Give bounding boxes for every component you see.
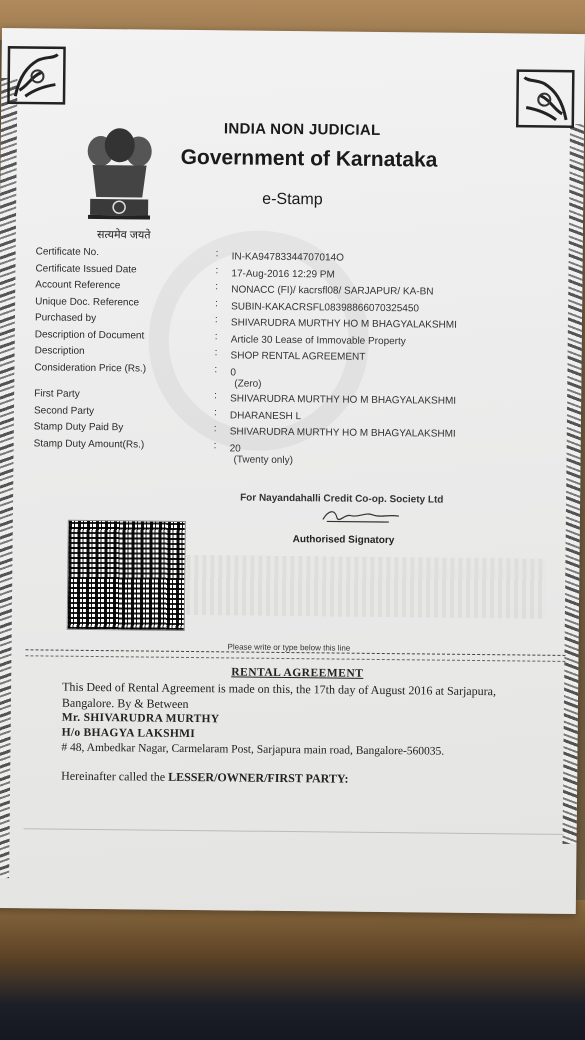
field-separator: : <box>213 440 217 452</box>
field-separator: : <box>215 248 219 260</box>
signature-scribble <box>319 505 403 528</box>
field-value-account-reference: NONACC (FI)/ kacrsfl08/ SARJAPUR/ KA-BN <box>231 284 434 298</box>
qr-code <box>68 521 185 630</box>
field-value-purchased-by: SHIVARUDRA MURTHY HO M BHAGYALAKSHMI <box>230 317 457 331</box>
field-separator: : <box>214 364 218 376</box>
field-label: Account Reference <box>35 279 121 292</box>
party-relation: H/o BHAGYA LAKSHMI <box>61 726 196 741</box>
party-name: Mr. SHIVARUDRA MURTHY <box>61 711 220 726</box>
field-value-description-of-document: Article 30 Lease of Immovable Property <box>230 334 406 348</box>
field-label: Second Party <box>33 405 95 417</box>
field-value-stamp-duty-amount: 20 <box>229 443 241 455</box>
field-label: Purchased by <box>34 312 97 325</box>
field-value-certificate-no: IN-KA94783344707014O <box>231 251 344 264</box>
authorised-signatory: Authorised Signatory <box>292 534 395 547</box>
corner-ornament-icon <box>516 69 575 128</box>
cut-line-note: Please write or type below this line <box>227 642 351 653</box>
field-separator: : <box>215 281 219 293</box>
field-separator: : <box>214 390 217 402</box>
header-estamp: e-Stamp <box>262 190 323 209</box>
party-address: # 48, Ambedkar Nagar, Carmelaram Post, Sarjapura main road, Bangalore-560035. <box>61 741 445 758</box>
field-label: Unique Doc. Reference <box>35 296 140 309</box>
field-separator: : <box>214 331 218 343</box>
field-value-first-party: SHIVARUDRA MURTHY HO M BHAGYALAKSHMI <box>230 393 457 407</box>
field-value-unique-doc-reference: SUBIN-KAKACRSFL08398866070325450 <box>231 301 420 315</box>
header-government: Government of Karnataka <box>180 145 438 172</box>
field-label: Stamp Duty Paid By <box>33 421 124 434</box>
field-separator: : <box>214 347 218 359</box>
agreement-title: RENTAL AGREEMENT <box>231 666 364 680</box>
field-label: First Party <box>34 388 80 400</box>
ornamental-border-right <box>562 124 584 844</box>
field-label: Certificate Issued Date <box>35 263 137 276</box>
issuer-society: For Nayandahalli Credit Co-op. Society Ltd <box>240 492 444 506</box>
security-pattern <box>186 555 547 619</box>
field-label: Consideration Price (Rs.) <box>34 362 147 375</box>
field-label: Stamp Duty Amount(Rs.) <box>33 438 145 451</box>
header-india-non-judicial: INDIA NON JUDICIAL <box>223 120 381 139</box>
agreement-intro: This Deed of Rental Agreement is made on this, the 17th day of August 2016 at Sarjapura, Bangalore. By & Between <box>61 679 497 711</box>
amount-in-words: (Twenty only) <box>233 454 294 467</box>
field-label: Certificate No. <box>35 246 100 259</box>
party-role: LESSER/OWNER/FIRST PARTY: <box>168 769 349 786</box>
field-label: Description <box>34 345 85 357</box>
estamp-paper <box>0 28 585 914</box>
cut-line-secondary <box>25 655 565 662</box>
field-value-second-party: DHARANESH L <box>229 410 302 423</box>
field-value-description: SHOP RENTAL AGREEMENT <box>230 350 366 363</box>
field-label: Description of Document <box>34 329 145 342</box>
corner-ornament-icon <box>7 46 66 105</box>
field-separator: : <box>213 423 217 435</box>
hereinafter-prefix: Hereinafter called the <box>61 768 169 784</box>
field-separator: : <box>214 314 218 326</box>
hereinafter-clause <box>61 769 348 787</box>
field-separator: : <box>215 298 218 310</box>
field-value-consideration-price: 0 <box>230 367 237 379</box>
table-surface-bottom <box>0 900 585 1040</box>
field-separator: : <box>215 265 219 277</box>
page-fold-line <box>24 828 564 835</box>
consideration-in-words: (Zero) <box>234 378 262 390</box>
field-separator: : <box>213 407 217 419</box>
field-value-stamp-duty-paid-by: SHIVARUDRA MURTHY HO M BHAGYALAKSHMI <box>229 426 456 440</box>
national-motto: सत्यमेव जयते <box>96 229 151 242</box>
ornamental-border-left <box>0 78 17 878</box>
field-value-issued-date: 17-Aug-2016 12:29 PM <box>231 268 335 281</box>
